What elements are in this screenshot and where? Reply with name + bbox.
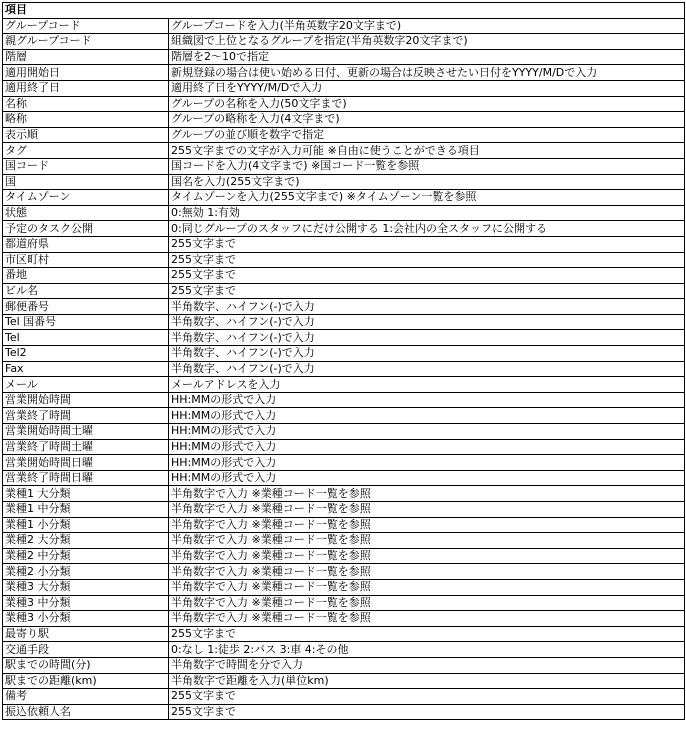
table-row: [3, 704, 685, 720]
field-description-cell: 半角数字で時間を分で入力: [169, 657, 685, 673]
field-description-cell: HH:MMの形式で入力: [169, 408, 685, 424]
field-description-cell: グループの名称を入力(50文字まで): [169, 96, 685, 112]
field-name-cell: 国: [3, 174, 169, 190]
field-name-cell: 振込依頼人名: [3, 704, 169, 720]
table-row: [3, 65, 685, 81]
table-row: [3, 174, 685, 190]
header-row: [3, 3, 685, 19]
field-name-cell: 状態: [3, 205, 169, 221]
table-row: [3, 408, 685, 424]
table-row: [3, 642, 685, 658]
table-row: [3, 392, 685, 408]
table-row: [3, 579, 685, 595]
field-description-cell: HH:MMの形式で入力: [169, 470, 685, 486]
field-description-cell: 国名を入力(255文字まで): [169, 174, 685, 190]
field-name-cell: 備考: [3, 689, 169, 705]
field-name-cell: 業種2 中分類: [3, 548, 169, 564]
field-name-cell: Tel: [3, 330, 169, 346]
table-row: [3, 127, 685, 143]
field-description-cell: 0:なし 1:徒歩 2:バス 3:車 4:その他: [169, 642, 685, 658]
table-row: [3, 221, 685, 237]
table-row: [3, 689, 685, 705]
field-name-cell: タグ: [3, 143, 169, 159]
table-row: [3, 158, 685, 174]
field-name-cell: 適用終了日: [3, 80, 169, 96]
field-description-cell: 255文字まで: [169, 689, 685, 705]
field-spec-table: [2, 2, 685, 720]
field-description-cell: 255文字までの文字が入力可能 ※自由に使うことができる項目: [169, 143, 685, 159]
field-description-cell: グループの並び順を数字で指定: [169, 127, 685, 143]
field-description-cell: 階層を2～10で指定: [169, 49, 685, 65]
field-name-cell: 営業開始時間: [3, 392, 169, 408]
table-row: [3, 424, 685, 440]
field-description-cell: HH:MMの形式で入力: [169, 424, 685, 440]
field-name-cell: 業種3 大分類: [3, 579, 169, 595]
table-row: [3, 190, 685, 206]
field-description-cell: 半角数字で距離を入力(単位km): [169, 673, 685, 689]
field-name-cell: 略称: [3, 112, 169, 128]
field-description-cell: 0:同じグループのスタッフにだけ公開する 1:会社内の全スタッフに公開する: [169, 221, 685, 237]
table-row: [3, 252, 685, 268]
table-row: [3, 533, 685, 549]
field-description-cell: 半角数字、ハイフン(-)で入力: [169, 330, 685, 346]
table-row: [3, 361, 685, 377]
field-name-cell: 業種1 大分類: [3, 486, 169, 502]
field-name-cell: 市区町村: [3, 252, 169, 268]
field-description-cell: 半角数字で入力 ※業種コード一覧を参照: [169, 579, 685, 595]
table-row: [3, 236, 685, 252]
field-description-cell: HH:MMの形式で入力: [169, 439, 685, 455]
field-description-cell: 半角数字で入力 ※業種コード一覧を参照: [169, 533, 685, 549]
field-name-cell: Tel2: [3, 346, 169, 362]
table-row: [3, 470, 685, 486]
table-row: [3, 18, 685, 34]
field-description-cell: 255文字まで: [169, 626, 685, 642]
field-name-cell: 国コード: [3, 158, 169, 174]
table-row: [3, 34, 685, 50]
table-body: [3, 18, 685, 720]
table-row: [3, 314, 685, 330]
field-name-cell: 業種3 小分類: [3, 611, 169, 627]
field-name-cell: 営業開始時間日曜: [3, 455, 169, 471]
field-name-cell: 番地: [3, 268, 169, 284]
field-description-cell: 255文字まで: [169, 283, 685, 299]
field-name-cell: ビル名: [3, 283, 169, 299]
field-description-cell: 255文字まで: [169, 252, 685, 268]
table-row: [3, 330, 685, 346]
field-name-cell: 親グループコード: [3, 34, 169, 50]
field-name-cell: 営業終了時間: [3, 408, 169, 424]
table-row: [3, 112, 685, 128]
table-row: [3, 49, 685, 65]
field-name-cell: Fax: [3, 361, 169, 377]
field-description-cell: グループコードを入力(半角英数字20文字まで): [169, 18, 685, 34]
field-name-cell: Tel 国番号: [3, 314, 169, 330]
field-description-cell: メールアドレスを入力: [169, 377, 685, 393]
table-row: [3, 611, 685, 627]
field-description-cell: 国コードを入力(4文字まで) ※国コード一覧を参照: [169, 158, 685, 174]
field-description-cell: 半角数字、ハイフン(-)で入力: [169, 299, 685, 315]
field-description-cell: 新規登録の場合は使い始める日付、更新の場合は反映させたい日付をYYYY/M/Dで入力: [169, 65, 685, 81]
field-name-cell: 予定のタスク公開: [3, 221, 169, 237]
field-description-cell: 半角数字、ハイフン(-)で入力: [169, 346, 685, 362]
field-name-cell: 階層: [3, 49, 169, 65]
field-description-cell: 半角数字で入力 ※業種コード一覧を参照: [169, 517, 685, 533]
field-name-cell: 業種2 小分類: [3, 564, 169, 580]
field-name-cell: 駅までの時間(分): [3, 657, 169, 673]
field-description-cell: 半角数字で入力 ※業種コード一覧を参照: [169, 611, 685, 627]
field-name-cell: メール: [3, 377, 169, 393]
field-name-cell: グループコード: [3, 18, 169, 34]
table-row: [3, 673, 685, 689]
field-name-cell: 業種2 大分類: [3, 533, 169, 549]
field-name-cell: 最寄り駅: [3, 626, 169, 642]
field-description-cell: 半角数字で入力 ※業種コード一覧を参照: [169, 548, 685, 564]
table-row: [3, 377, 685, 393]
field-name-cell: 駅までの距離(km): [3, 673, 169, 689]
field-description-cell: HH:MMの形式で入力: [169, 392, 685, 408]
table-row: [3, 283, 685, 299]
field-name-cell: 営業終了時間日曜: [3, 470, 169, 486]
field-description-cell: 半角数字で入力 ※業種コード一覧を参照: [169, 486, 685, 502]
field-description-cell: 0:無効 1:有効: [169, 205, 685, 221]
field-description-cell: 半角数字で入力 ※業種コード一覧を参照: [169, 502, 685, 518]
table-row: [3, 626, 685, 642]
table-row: [3, 564, 685, 580]
table-row: [3, 143, 685, 159]
table-row: [3, 548, 685, 564]
field-description-cell: 半角数字、ハイフン(-)で入力: [169, 314, 685, 330]
table-row: [3, 517, 685, 533]
field-name-cell: 名称: [3, 96, 169, 112]
field-name-cell: 郵便番号: [3, 299, 169, 315]
field-name-cell: タイムゾーン: [3, 190, 169, 206]
table-header: 項目: [3, 3, 685, 19]
field-description-cell: 255文字まで: [169, 268, 685, 284]
field-name-cell: 営業終了時間土曜: [3, 439, 169, 455]
table-row: [3, 268, 685, 284]
field-description-cell: 半角数字で入力 ※業種コード一覧を参照: [169, 564, 685, 580]
field-name-cell: 業種1 小分類: [3, 517, 169, 533]
field-name-cell: 交通手段: [3, 642, 169, 658]
table-row: [3, 486, 685, 502]
table-row: [3, 455, 685, 471]
table-row: [3, 299, 685, 315]
field-name-cell: 表示順: [3, 127, 169, 143]
field-description-cell: タイムゾーンを入力(255文字まで) ※タイムゾーン一覧を参照: [169, 190, 685, 206]
field-name-cell: 営業開始時間土曜: [3, 424, 169, 440]
table-row: [3, 346, 685, 362]
field-description-cell: 半角数字、ハイフン(-)で入力: [169, 361, 685, 377]
field-description-cell: 255文字まで: [169, 704, 685, 720]
field-description-cell: HH:MMの形式で入力: [169, 455, 685, 471]
table-row: [3, 80, 685, 96]
field-description-cell: グループの略称を入力(4文字まで): [169, 112, 685, 128]
field-name-cell: 業種1 中分類: [3, 502, 169, 518]
table-row: [3, 502, 685, 518]
field-description-cell: 組織図で上位となるグループを指定(半角英数字20文字まで): [169, 34, 685, 50]
field-description-cell: 半角数字で入力 ※業種コード一覧を参照: [169, 595, 685, 611]
field-description-cell: 255文字まで: [169, 236, 685, 252]
field-name-cell: 都道府県: [3, 236, 169, 252]
field-name-cell: 適用開始日: [3, 65, 169, 81]
field-name-cell: 業種3 中分類: [3, 595, 169, 611]
field-description-cell: 適用終了日をYYYY/M/Dで入力: [169, 80, 685, 96]
table-row: [3, 595, 685, 611]
table-row: [3, 96, 685, 112]
table-row: [3, 205, 685, 221]
table-row: [3, 657, 685, 673]
table-row: [3, 439, 685, 455]
